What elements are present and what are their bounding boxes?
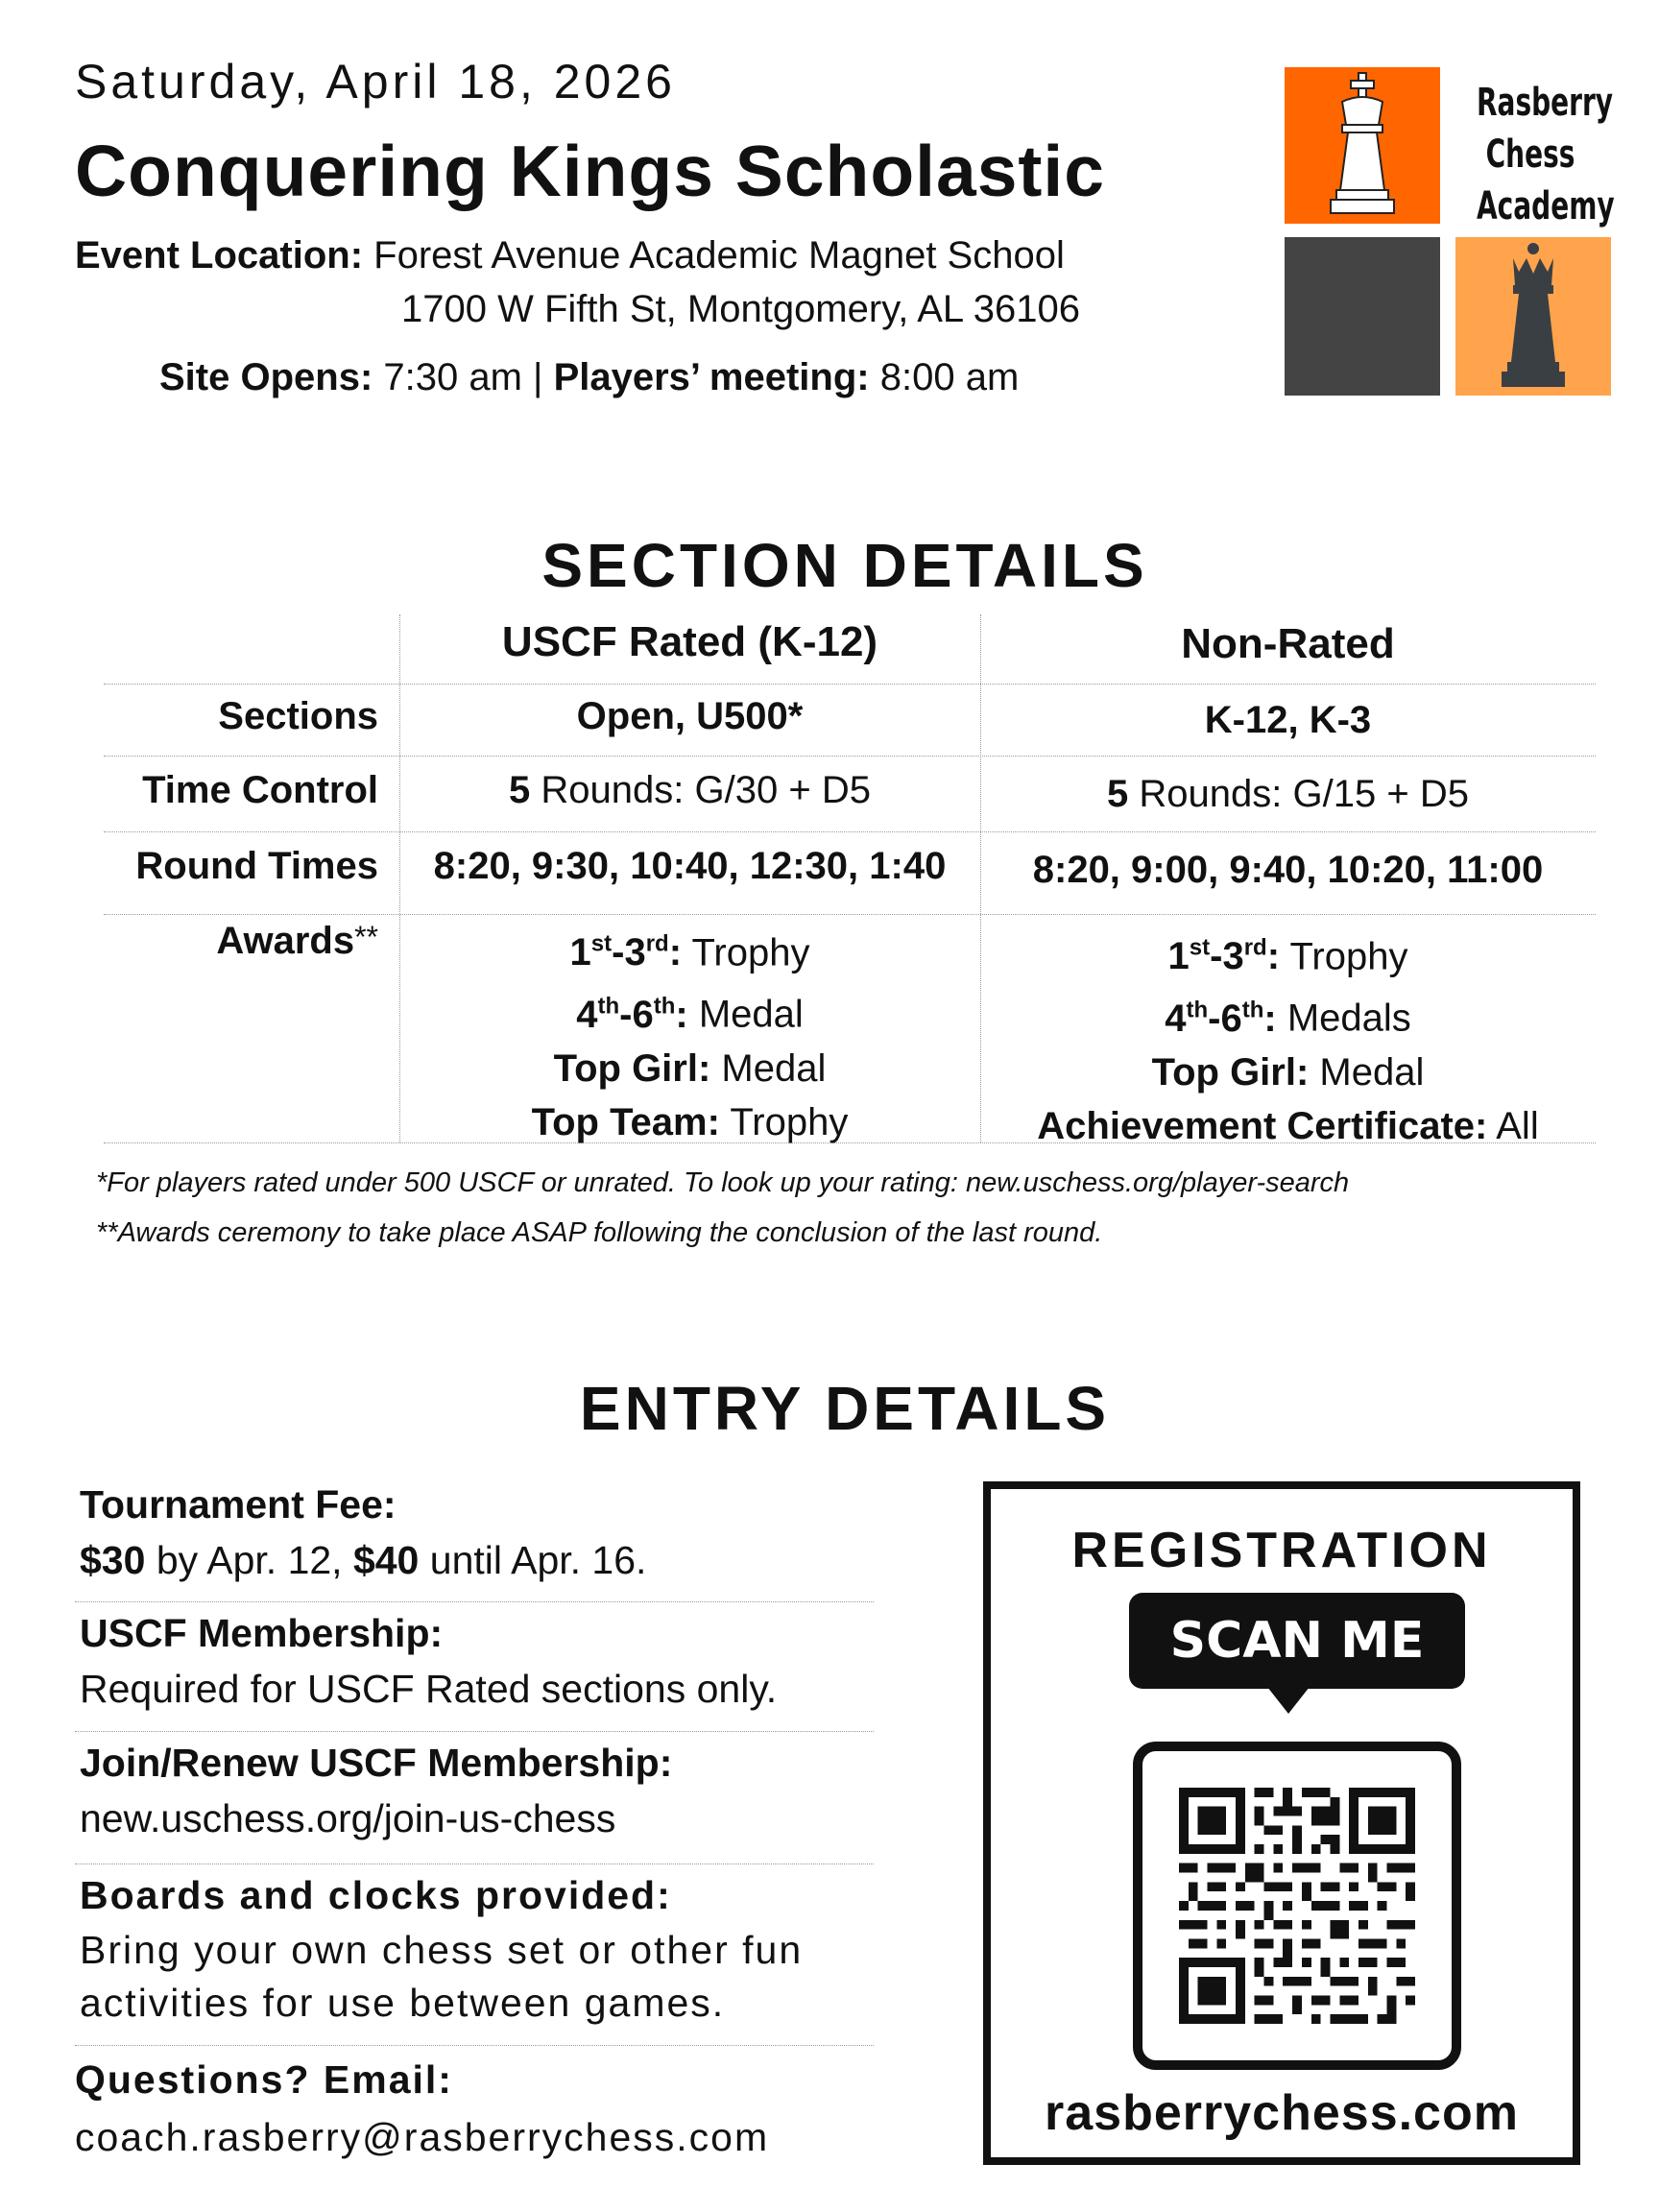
scan-me-badge: SCAN ME [1129, 1593, 1465, 1689]
location-label: Event Location: [75, 234, 364, 276]
event-location [75, 234, 1065, 277]
row-label-awards [104, 920, 378, 963]
row-label-sections: Sections [218, 695, 378, 737]
divider [75, 1863, 874, 1864]
join-url[interactable]: new.uschess.org/join-us-chess [80, 1796, 616, 1840]
nonrated-awards [980, 922, 1596, 1153]
rated-sections: Open, U500* [576, 695, 804, 737]
rated-rounds-text: Rounds: G/30 + D5 [530, 769, 871, 811]
logo-line-1: Rasberry [1477, 81, 1614, 125]
membership-label: USCF Membership: [80, 1611, 444, 1655]
rated-round-times: 8:20, 9:30, 10:40, 12:30, 1:40 [433, 845, 947, 887]
awards-label-mark: ** [354, 920, 378, 954]
qr-frame [1133, 1742, 1461, 2070]
boards-line-1: Bring your own chess set or other fun [80, 1928, 804, 1972]
footnote-rating: *For players rated under 500 USCF or unrated. To look up your rating: new.uschess.org/player-search [96, 1167, 1350, 1198]
black-queen-icon [1455, 237, 1611, 396]
rated-award-3: Top Girl: Medal [553, 1046, 827, 1090]
speech-pointer-icon [1267, 1687, 1310, 1716]
fee-text-early: by Apr. 12, [145, 1538, 353, 1582]
logo-orange-square [1285, 67, 1440, 224]
table-row-awards [104, 914, 1596, 1147]
join-label: Join/Renew USCF Membership: [80, 1741, 673, 1785]
nonrated-rounds-count: 5 [1107, 773, 1129, 815]
fee-text [80, 1538, 646, 1583]
logo-line-3: Academy [1477, 184, 1615, 228]
table-row-round-times [104, 831, 1596, 915]
nonrated-award-2: 4th-6th: Medals [1165, 997, 1411, 1040]
rated-awards [399, 918, 980, 1149]
logo-light-orange-square [1455, 237, 1611, 396]
site-times [159, 356, 1019, 399]
registration-title: REGISTRATION [1071, 1523, 1492, 1578]
table-row-time-control [104, 756, 1596, 832]
nonrated-award-4: Achievement Certificate: All [1037, 1104, 1539, 1147]
registration-box [983, 1481, 1580, 2165]
table-row-sections [104, 684, 1596, 757]
event-date: Saturday, April 18, 2026 [75, 55, 676, 108]
logo-text [1477, 77, 1615, 232]
fee-amount-late: $40 [352, 1538, 420, 1582]
questions-label: Questions? Email: [75, 2057, 453, 2102]
registration-website[interactable]: rasberrychess.com [1045, 2085, 1519, 2141]
meeting-time: 8:00 am [879, 356, 1020, 398]
nonrated-round-times: 8:20, 9:00, 9:40, 10:20, 11:00 [1032, 849, 1544, 891]
nonrated-rounds-text: Rounds: G/15 + D5 [1128, 773, 1469, 815]
fee-text-late: until Apr. 16. [419, 1538, 647, 1582]
rated-time-control [399, 769, 980, 812]
footnote-awards: **Awards ceremony to take place ASAP following the conclusion of the last round. [96, 1217, 1103, 1248]
column-nonrated: Non-Rated [1181, 620, 1395, 667]
separator: | [533, 356, 543, 398]
divider [75, 1601, 874, 1602]
rated-rounds-count: 5 [509, 769, 531, 811]
white-king-icon [1285, 67, 1440, 224]
awards-label: Awards [216, 920, 355, 962]
divider [75, 1731, 874, 1732]
table-header-row [104, 614, 1596, 685]
location-address: 1700 W Fifth St, Montgomery, AL 36106 [401, 288, 1081, 330]
fee-amount-early: $30 [80, 1538, 146, 1582]
row-label-time-control: Time Control [142, 769, 378, 811]
academy-logo [1285, 67, 1615, 396]
rated-award-2: 4th-6th: Medal [576, 993, 804, 1036]
row-label-round-times: Round Times [135, 845, 378, 887]
logo-gray-square [1285, 237, 1440, 396]
rated-award-4: Top Team: Trophy [531, 1100, 849, 1143]
location-name: Forest Avenue Academic Magnet School [373, 234, 1065, 276]
nonrated-sections: K-12, K-3 [1204, 699, 1372, 741]
section-details-heading: SECTION DETAILS [541, 531, 1148, 600]
fee-label: Tournament Fee: [80, 1482, 397, 1527]
meeting-label: Players’ meeting: [553, 356, 870, 398]
column-rated: USCF Rated (K-12) [501, 618, 878, 665]
logo-line-2: Chess [1485, 132, 1575, 177]
divider [75, 2045, 874, 2046]
rated-award-1: 1st-3rd: Trophy [569, 931, 810, 974]
nonrated-award-1: 1st-3rd: Trophy [1167, 935, 1408, 978]
boards-label: Boards and clocks provided: [80, 1873, 672, 1917]
nonrated-time-control [980, 773, 1596, 816]
site-opens-time: 7:30 am [383, 356, 522, 398]
qr-code-icon[interactable] [1179, 1788, 1415, 2024]
site-opens-label: Site Opens: [159, 356, 373, 398]
boards-line-2: activities for use between games. [80, 1981, 726, 2025]
questions-email[interactable]: coach.rasberry@rasberrychess.com [75, 2115, 770, 2159]
nonrated-award-3: Top Girl: Medal [1151, 1050, 1425, 1094]
entry-details-heading: ENTRY DETAILS [579, 1374, 1111, 1443]
event-title: Conquering Kings Scholastic [75, 131, 1105, 211]
membership-text: Required for USCF Rated sections only. [80, 1667, 778, 1711]
